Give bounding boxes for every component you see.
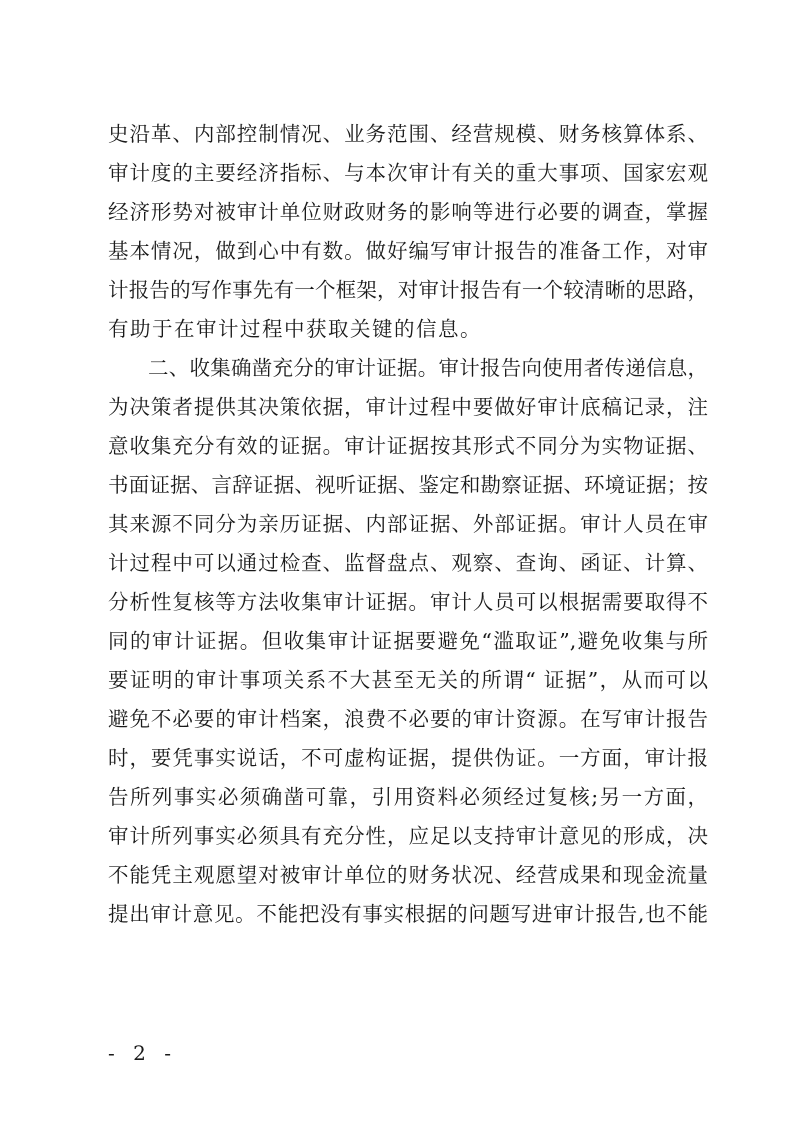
text-line: 为决策者提供其决策依据，审计过程中要做好审计底稿记录，注 <box>108 395 708 419</box>
text-line: 有助于在审计过程中获取关键的信息。 <box>108 317 482 341</box>
text-line: 要证明的审计事项关系不大甚至无关的所谓“ 证据”，从而可以 <box>108 668 708 692</box>
text-line: 不能凭主观愿望对被审计单位的财务状况、经营成果和现金流量 <box>108 863 708 887</box>
text-line: 审计度的主要经济指标、与本次审计有关的重大事项、国家宏观 <box>108 161 708 185</box>
text-line: 计过程中可以通过检查、监督盘点、观察、查询、函证、计算、 <box>108 551 708 575</box>
text-line: 二、收集确凿充分的审计证据。审计报告向使用者传递信息， <box>148 356 708 380</box>
text-line: 经济形势对被审计单位财政财务的影响等进行必要的调查，掌握 <box>108 200 708 224</box>
text-line: 书面证据、言辞证据、视听证据、鉴定和勘察证据、环境证据；按 <box>108 473 708 497</box>
text-line: 其来源不同分为亲历证据、内部证据、外部证据。审计人员在审 <box>108 512 708 536</box>
text-line: 避免不必要的审计档案，浪费不必要的审计资源。在写审计报告 <box>108 707 708 731</box>
text-line: 史沿革、内部控制情况、业务范围、经营规模、财务核算体系、 <box>108 122 708 146</box>
text-line: 审计所列事实必须具有充分性，应足以支持审计意见的形成，决 <box>108 824 708 848</box>
text-line: 时，要凭事实说话，不可虚构证据，提供伪证。一方面，审计报 <box>108 746 708 770</box>
text-line: 分析性复核等方法收集审计证据。审计人员可以根据需要取得不 <box>108 590 708 614</box>
text-line: 告所列事实必须确凿可靠，引用资料必须经过复核;另一方面， <box>108 785 708 809</box>
text-line: 同的审计证据。但收集审计证据要避免“滥取证”,避免收集与所 <box>108 629 708 653</box>
page-number: - 2 - <box>108 1041 177 1065</box>
text-line: 意收集充分有效的证据。审计证据按其形式不同分为实物证据、 <box>108 434 708 458</box>
text-line: 提出审计意见。不能把没有事实根据的问题写进审计报告,也不能 <box>108 902 708 926</box>
text-line: 基本情况，做到心中有数。做好编写审计报告的准备工作，对审 <box>108 239 708 263</box>
text-line: 计报告的写作事先有一个框架，对审计报告有一个较清晰的思路， <box>108 278 708 302</box>
